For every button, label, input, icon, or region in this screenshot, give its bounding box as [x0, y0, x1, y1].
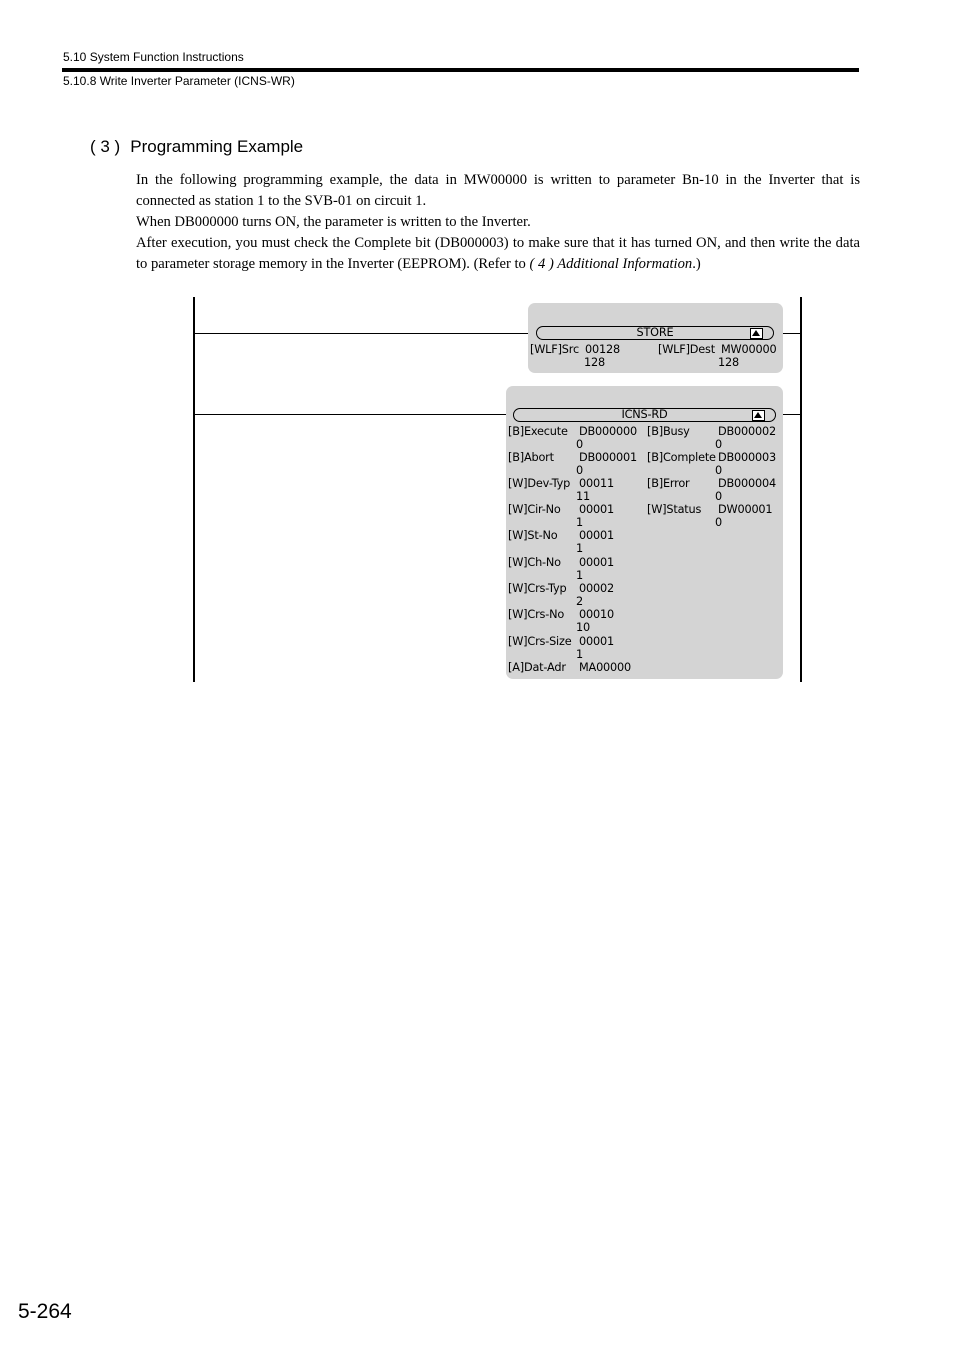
section-number: ( 3 ) — [90, 137, 121, 156]
output-value: DB000002 — [718, 425, 776, 438]
output-current: 0 — [715, 516, 722, 529]
store-src-value: 00128 — [585, 343, 620, 356]
input-value: 00001 — [579, 503, 614, 516]
input-label: [W]St-No — [508, 529, 558, 542]
input-current: 1 — [576, 542, 583, 555]
input-current: 0 — [576, 438, 583, 451]
input-label: [A]Dat-Adr — [508, 661, 566, 674]
store-dest-label: [WLF]Dest — [658, 343, 715, 356]
output-current: 0 — [715, 438, 722, 451]
running-header-subsection: 5.10.8 Write Inverter Parameter (ICNS-WR) — [63, 74, 295, 88]
output-value: DB000004 — [718, 477, 776, 490]
input-current: 2 — [576, 595, 583, 608]
output-current: 0 — [715, 464, 722, 477]
store-block-bar — [536, 326, 774, 340]
input-label: [B]Abort — [508, 451, 554, 464]
store-dest-current: 128 — [718, 356, 739, 369]
input-current: 10 — [576, 621, 590, 634]
store-block-name: STORE — [636, 326, 674, 339]
page-number: 5-264 — [18, 1300, 72, 1323]
right-power-rail — [800, 297, 802, 682]
input-current: 11 — [576, 490, 590, 503]
input-label: [W]Crs-Size — [508, 635, 572, 648]
paragraph-2: When DB000000 turns ON, the parameter is written to the Inverter. — [136, 214, 531, 230]
input-label: [W]Crs-No — [508, 608, 565, 621]
output-current: 0 — [715, 490, 722, 503]
input-value: 00001 — [579, 556, 614, 569]
input-label: [W]Ch-No — [508, 556, 561, 569]
rung-1-left-wire — [194, 333, 536, 334]
icns-rd-block-bar — [513, 408, 776, 422]
function-block-icon — [752, 410, 765, 421]
paragraph-1: In the following programming example, the data in MW00000 is written to parameter Bn-10 in the Inverter that is connected as station 1 to the SVB-01 on circuit 1. — [136, 172, 860, 209]
input-label: [W]Cir-No — [508, 503, 561, 516]
input-value: 00002 — [579, 582, 614, 595]
output-label: [B]Complete — [647, 451, 716, 464]
input-value: 00001 — [579, 529, 614, 542]
paragraph-3-end: .) — [692, 256, 701, 272]
rung-2-left-wire — [194, 414, 514, 415]
icns-rd-function-block — [506, 386, 783, 679]
store-src-label: [WLF]Src — [530, 343, 579, 356]
output-value: DW00001 — [718, 503, 773, 516]
input-value: 00001 — [579, 635, 614, 648]
input-current: 1 — [576, 569, 583, 582]
output-label: [B]Busy — [647, 425, 690, 438]
input-value: MA00000 — [579, 661, 632, 674]
header-rule — [62, 68, 859, 72]
input-label: [W]Crs-Typ — [508, 582, 567, 595]
output-label: [B]Error — [647, 477, 690, 490]
input-label: [W]Dev-Typ — [508, 477, 571, 490]
input-value: DB000000 — [579, 425, 637, 438]
output-label: [W]Status — [647, 503, 702, 516]
input-current: 0 — [576, 464, 583, 477]
input-current: 1 — [576, 648, 583, 661]
left-power-rail — [193, 297, 195, 682]
cross-reference: ( 4 ) Additional Information — [529, 256, 693, 272]
store-function-block — [528, 303, 783, 373]
input-value: DB000001 — [579, 451, 637, 464]
paragraph-3 — [136, 233, 860, 275]
icns-rd-block-name: ICNS-RD — [621, 408, 668, 421]
section-heading — [90, 137, 303, 157]
running-header-section: 5.10 System Function Instructions — [63, 50, 244, 64]
input-value: 00011 — [579, 477, 614, 490]
input-label: [B]Execute — [508, 425, 568, 438]
input-current: 1 — [576, 516, 583, 529]
function-block-icon — [750, 328, 763, 339]
store-dest-value: MW00000 — [721, 343, 777, 356]
body-text — [136, 170, 860, 275]
input-value: 00010 — [579, 608, 614, 621]
store-src-current: 128 — [584, 356, 605, 369]
output-value: DB000003 — [718, 451, 776, 464]
paragraph-3-text: After execution, you must check the Complete bit (DB000003) to make sure that it has turned ON, and then write the data to parameter storage memory in the Inverter (EEPROM). (Refer to — [136, 235, 860, 272]
section-title: Programming Example — [130, 137, 304, 156]
